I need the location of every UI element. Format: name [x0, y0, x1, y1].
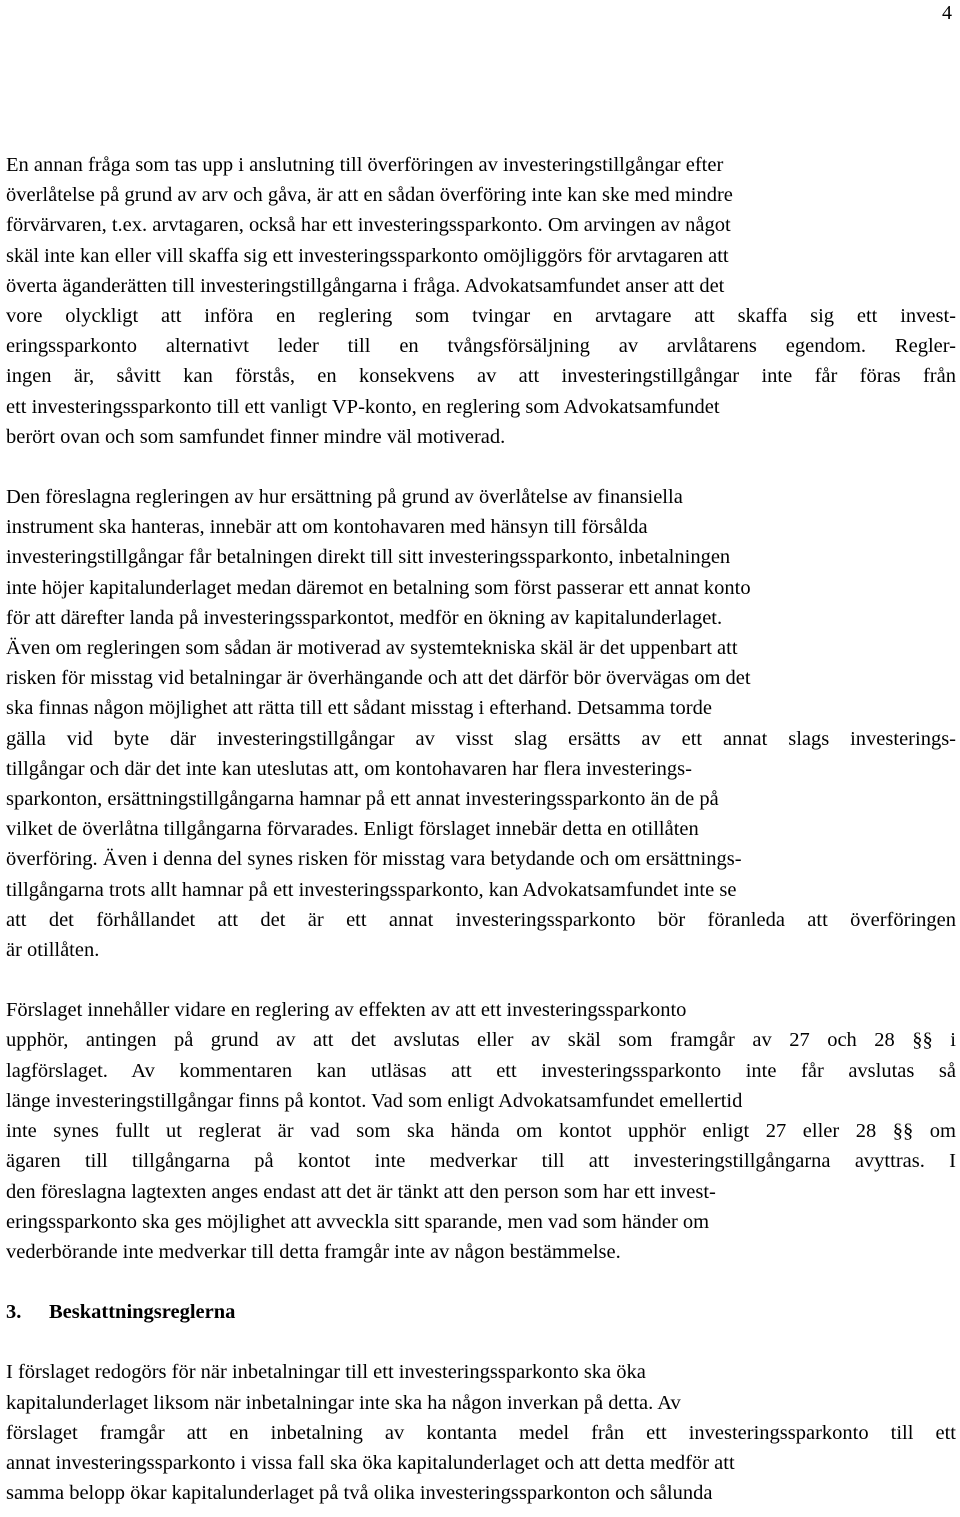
- text-line: förvärvaren, t.ex. arvtagaren, också har ett investeringssparkonto. Om arvingen av något: [6, 214, 731, 237]
- text-line: berört ovan och som samfundet finner mindre väl motiverad.: [6, 425, 506, 448]
- text-line: eringssparkonto ska ges möjlighet att avveckla sitt sparande, men vad som händer om: [6, 1210, 710, 1233]
- document-body: [6, 150, 956, 1508]
- text-line: instrument ska hanteras, innebär att om kontohavaren med hänsyn till försålda: [6, 516, 648, 539]
- text-line: Även om regleringen som sådan är motiverad av systemtekniska skäl är det uppenbart att: [6, 637, 738, 660]
- text-line: ska finnas någon möjlighet att rätta till ett sådant misstag i efterhand. Detsamma torde: [6, 697, 712, 720]
- text-line: tillgångarna trots allt hamnar på ett investeringssparkonto, kan Advokatsamfundet inte se: [6, 878, 737, 901]
- text-line: överlåtelse på grund av arv och gåva, är att en sådan överföring inte kan ske med mindre: [6, 184, 733, 207]
- text-line: länge investeringstillgångar finns på kontot. Vad som enligt Advokatsamfundet emellertid: [6, 1089, 743, 1112]
- text-line: I förslaget redogörs för när inbetalningar till ett investeringssparkonto ska öka: [6, 1361, 646, 1384]
- text-line: ägaren till tillgångarna på kontot inte medverkar till att investeringstillgångarna avyttras. I: [6, 1150, 956, 1173]
- text-line: förslaget framgår att en inbetalning av kontanta medel från ett investeringssparkonto till ett: [6, 1421, 956, 1444]
- text-line: den föreslagna lagtexten anges endast att det är tänkt att den person som har ett invest-: [6, 1180, 716, 1203]
- text-line: samma belopp ökar kapitalunderlaget på två olika investeringssparkonton och sålunda: [6, 1482, 713, 1505]
- text-line: vederbörande inte medverkar till detta framgår inte av någon bestämmelse.: [6, 1240, 621, 1263]
- text-line: ingen är, såvitt kan förstås, en konsekvens av att investeringstillgångar inte får föras från: [6, 365, 956, 388]
- text-line: lagförslaget. Av kommentaren kan utläsas att ett investeringssparkonto inte får avslutas så: [6, 1059, 956, 1082]
- text-line: Den föreslagna regleringen av hur ersättning på grund av överlåtelse av finansiella: [6, 486, 683, 509]
- text-line: för att därefter landa på investeringssparkontot, medför en ökning av kapitalunderlaget.: [6, 606, 723, 629]
- text-line: gälla vid byte där investeringstillgångar av visst slag ersätts av ett annat slags investerings-: [6, 727, 956, 750]
- paragraph-spacer: [6, 452, 956, 482]
- text-line: annat investeringssparkonto i vissa fall ska öka kapitalunderlaget och att detta medför att: [6, 1451, 735, 1474]
- text-line: inte synes fullt ut reglerat är vad som ska hända om kontot upphör enligt 27 eller 28 §§ om: [6, 1120, 956, 1143]
- text-line: vilket de överlåtna tillgångarna förvarades. Enligt förslaget innebär detta en otillåten: [6, 818, 699, 841]
- text-line: ett investeringssparkonto till ett vanligt VP-konto, en reglering som Advokatsamfundet: [6, 395, 720, 418]
- text-line: inte höjer kapitalunderlaget medan däremot en betalning som först passerar ett annat konto: [6, 576, 751, 599]
- text-line: tillgångar och där det inte kan uteslutas att, om kontohavaren har flera investerings-: [6, 757, 692, 780]
- text-line: En annan fråga som tas upp i anslutning till överföringen av investeringstillgångar efter: [6, 154, 724, 176]
- page-number: 4: [942, 2, 952, 24]
- text-line: är otillåten.: [6, 939, 100, 962]
- paragraph-inheritance-transfer: [6, 150, 956, 452]
- text-line: investeringstillgångar får betalningen direkt till sitt investeringssparkonto, inbetalningen: [6, 546, 731, 569]
- text-line: upphör, antingen på grund av att det avslutas eller av skäl som framgår av 27 och 28 §§ i: [6, 1029, 956, 1052]
- paragraph-taxation-rules: [6, 1357, 956, 1508]
- text-line: sparkonton, ersättningstillgångarna hamnar på ett annat investeringssparkonto än de på: [6, 788, 719, 811]
- text-line: att det förhållandet att det är ett annat investeringssparkonto bör föranleda att överföringen: [6, 908, 956, 931]
- paragraph-account-termination: [6, 995, 956, 1267]
- text-line: överta äganderätten till investeringstillgångarna i fråga. Advokatsamfundet anser att det: [6, 274, 725, 297]
- section-heading: [6, 1297, 956, 1327]
- paragraph-spacer: [6, 1267, 956, 1297]
- section-heading-title: Beskattningsreglerna: [49, 1301, 236, 1324]
- text-line: eringssparkonto alternativt leder till en tvångsförsäljning av arvlåtarens egendom. Regler-: [6, 335, 956, 358]
- text-line: överföring. Även i denna del synes risken för misstag vara betydande och om ersättnings-: [6, 848, 742, 871]
- text-line: skäl inte kan eller vill skaffa sig ett investeringssparkonto omöjliggörs för arvtagaren att: [6, 244, 729, 267]
- text-line: risken för misstag vid betalningar är överhängande och att det därför bör övervägas om det: [6, 667, 751, 690]
- text-line: kapitalunderlaget liksom när inbetalningar inte ska ha någon inverkan på detta. Av: [6, 1391, 681, 1414]
- section-heading-number: 3.: [6, 1301, 22, 1324]
- paragraph-spacer: [6, 965, 956, 995]
- text-line: vore olyckligt att införa en reglering som tvingar en arvtagare att skaffa sig ett invest-: [6, 305, 956, 328]
- paragraph-compensation-handling: [6, 482, 956, 965]
- paragraph-spacer: [6, 1327, 956, 1357]
- text-line: Förslaget innehåller vidare en reglering av effekten av att ett investeringssparkonto: [6, 999, 687, 1022]
